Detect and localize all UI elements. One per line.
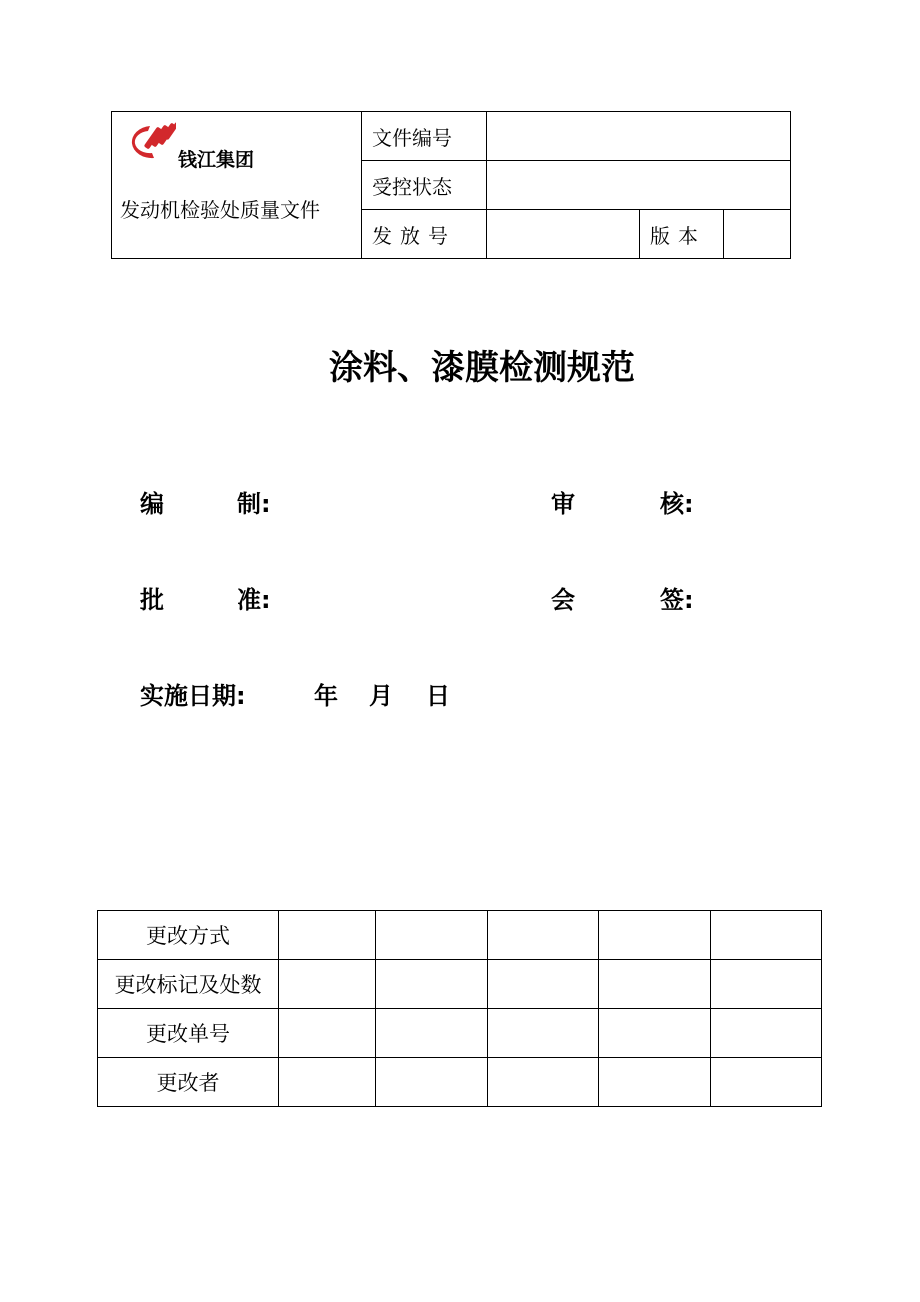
version-value xyxy=(724,210,791,259)
department-doc-title: 发动机检验处质量文件 xyxy=(120,198,320,222)
compiled-label-a: 编 xyxy=(140,490,164,518)
table-cell xyxy=(376,911,488,960)
effective-date-label: 实施日期: xyxy=(140,682,246,710)
company-name: 钱江集团 xyxy=(178,149,255,171)
countersign-label-b: 签: xyxy=(660,586,694,614)
changed-by-label: 更改者 xyxy=(98,1058,279,1107)
table-cell xyxy=(711,1009,822,1058)
approved-label-b: 准: xyxy=(237,586,271,614)
table-cell xyxy=(599,1009,711,1058)
table-cell xyxy=(599,1058,711,1107)
table-cell xyxy=(376,1009,488,1058)
file-number-value xyxy=(487,112,791,161)
table-cell xyxy=(599,960,711,1009)
table-cell xyxy=(376,1058,488,1107)
table-cell xyxy=(488,960,599,1009)
issue-number-label: 发放号 xyxy=(362,210,487,259)
reviewed-label-b: 核: xyxy=(660,490,694,518)
table-cell xyxy=(279,1058,376,1107)
day-label: 日 xyxy=(426,682,450,710)
approved-label-a: 批 xyxy=(140,586,164,614)
compiled-label-b: 制: xyxy=(237,490,271,518)
table-cell xyxy=(376,960,488,1009)
reviewed-label-a: 审 xyxy=(551,490,575,518)
table-cell xyxy=(711,960,822,1009)
year-label: 年 xyxy=(314,682,338,710)
table-row xyxy=(98,1009,822,1058)
document-header-table xyxy=(111,111,791,259)
table-cell xyxy=(279,911,376,960)
table-row xyxy=(98,960,822,1009)
change-method-label: 更改方式 xyxy=(98,911,279,960)
table-cell xyxy=(488,1058,599,1107)
month-label: 月 xyxy=(369,682,393,710)
table-cell xyxy=(488,1009,599,1058)
countersign-label-a: 会 xyxy=(551,586,575,614)
table-row xyxy=(98,911,822,960)
company-logo-icon xyxy=(120,120,176,168)
change-order-label: 更改单号 xyxy=(98,1009,279,1058)
table-cell xyxy=(488,911,599,960)
version-label: 版本 xyxy=(640,210,724,259)
file-number-label: 文件编号 xyxy=(362,112,487,161)
control-status-label: 受控状态 xyxy=(362,161,487,210)
issue-number-value xyxy=(487,210,640,259)
table-cell xyxy=(711,911,822,960)
table-cell xyxy=(279,960,376,1009)
change-mark-label: 更改标记及处数 xyxy=(98,960,279,1009)
table-cell xyxy=(279,1009,376,1058)
change-record-table xyxy=(97,910,822,1107)
table-row xyxy=(98,1058,822,1107)
table-cell xyxy=(599,911,711,960)
table-cell xyxy=(711,1058,822,1107)
document-title: 涂料、漆膜检测规范 xyxy=(329,348,635,388)
control-status-value xyxy=(487,161,791,210)
company-block xyxy=(112,112,362,259)
